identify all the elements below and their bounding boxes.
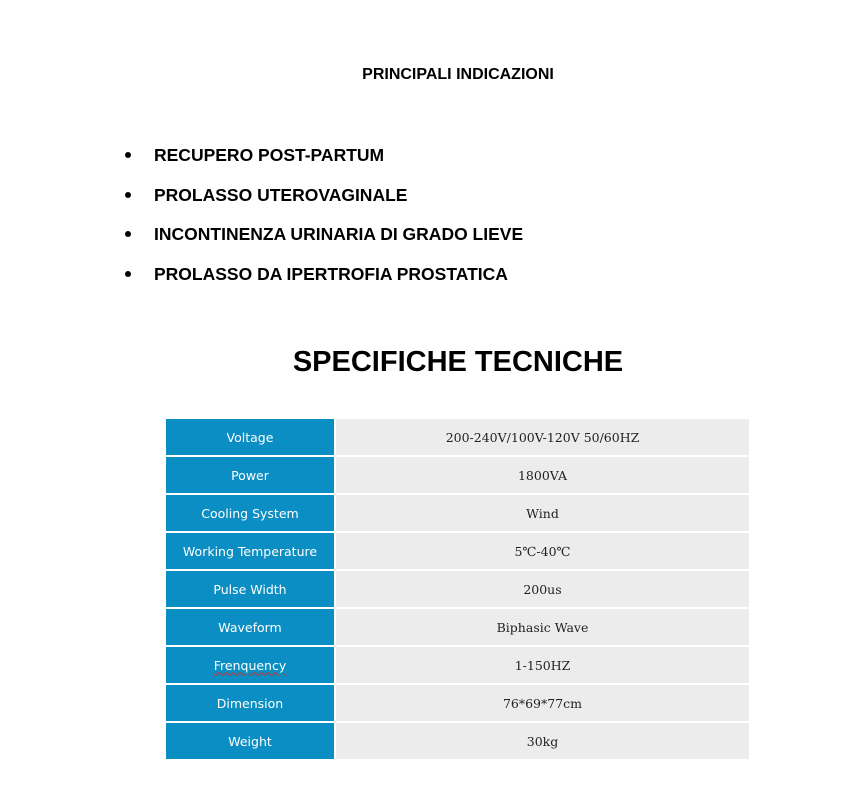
spec-label: Dimension — [166, 685, 336, 721]
table-row — [166, 533, 749, 569]
bullet-icon — [125, 192, 131, 198]
table-row — [166, 419, 749, 455]
list-item — [120, 263, 523, 303]
spec-label: Cooling System — [166, 495, 336, 531]
table-row — [166, 685, 749, 721]
table-row — [166, 609, 749, 645]
spec-label-text: Frenquency — [213, 657, 287, 673]
spec-label: Waveform — [166, 609, 336, 645]
spec-value: 200us — [336, 571, 749, 607]
indications-title: PRINCIPALI INDICAZIONI — [362, 66, 554, 83]
spec-value: 1-150HZ — [336, 647, 749, 683]
specs-table — [166, 417, 749, 761]
spec-label: Voltage — [166, 419, 336, 455]
list-item-text: PROLASSO UTEROVAGINALE — [154, 184, 408, 205]
table-row — [166, 495, 749, 531]
spec-value: 200-240V/100V-120V 50/60HZ — [336, 419, 749, 455]
bullet-icon — [125, 231, 131, 237]
spec-value: Wind — [336, 495, 749, 531]
table-row — [166, 647, 749, 683]
spec-label: Pulse Width — [166, 571, 336, 607]
spec-value: 30kg — [336, 723, 749, 759]
spec-value: Biphasic Wave — [336, 609, 749, 645]
list-item-text: RECUPERO POST-PARTUM — [154, 145, 385, 165]
spec-value: 76*69*77cm — [336, 685, 749, 721]
spec-label — [166, 647, 336, 683]
bullet-icon — [125, 271, 131, 277]
table-row — [166, 571, 749, 607]
spec-label: Working Temperature — [166, 533, 336, 569]
spec-label: Power — [166, 457, 336, 493]
bullet-icon — [125, 152, 131, 158]
list-item — [120, 184, 523, 224]
spec-label: Weight — [166, 723, 336, 759]
list-item-text: PROLASSO DA IPERTROFIA PROSTATICA — [154, 263, 508, 284]
table-row — [166, 457, 749, 493]
list-item — [120, 223, 523, 263]
list-item-text: INCONTINENZA URINARIA DI GRADO LIEVE — [154, 224, 524, 244]
table-row — [166, 723, 749, 759]
specs-title: SPECIFICHE TECNICHE — [292, 346, 624, 378]
spec-value: 5℃-40℃ — [336, 533, 749, 569]
spec-value: 1800VA — [336, 457, 749, 493]
list-item — [120, 144, 523, 184]
indications-list — [120, 144, 523, 302]
